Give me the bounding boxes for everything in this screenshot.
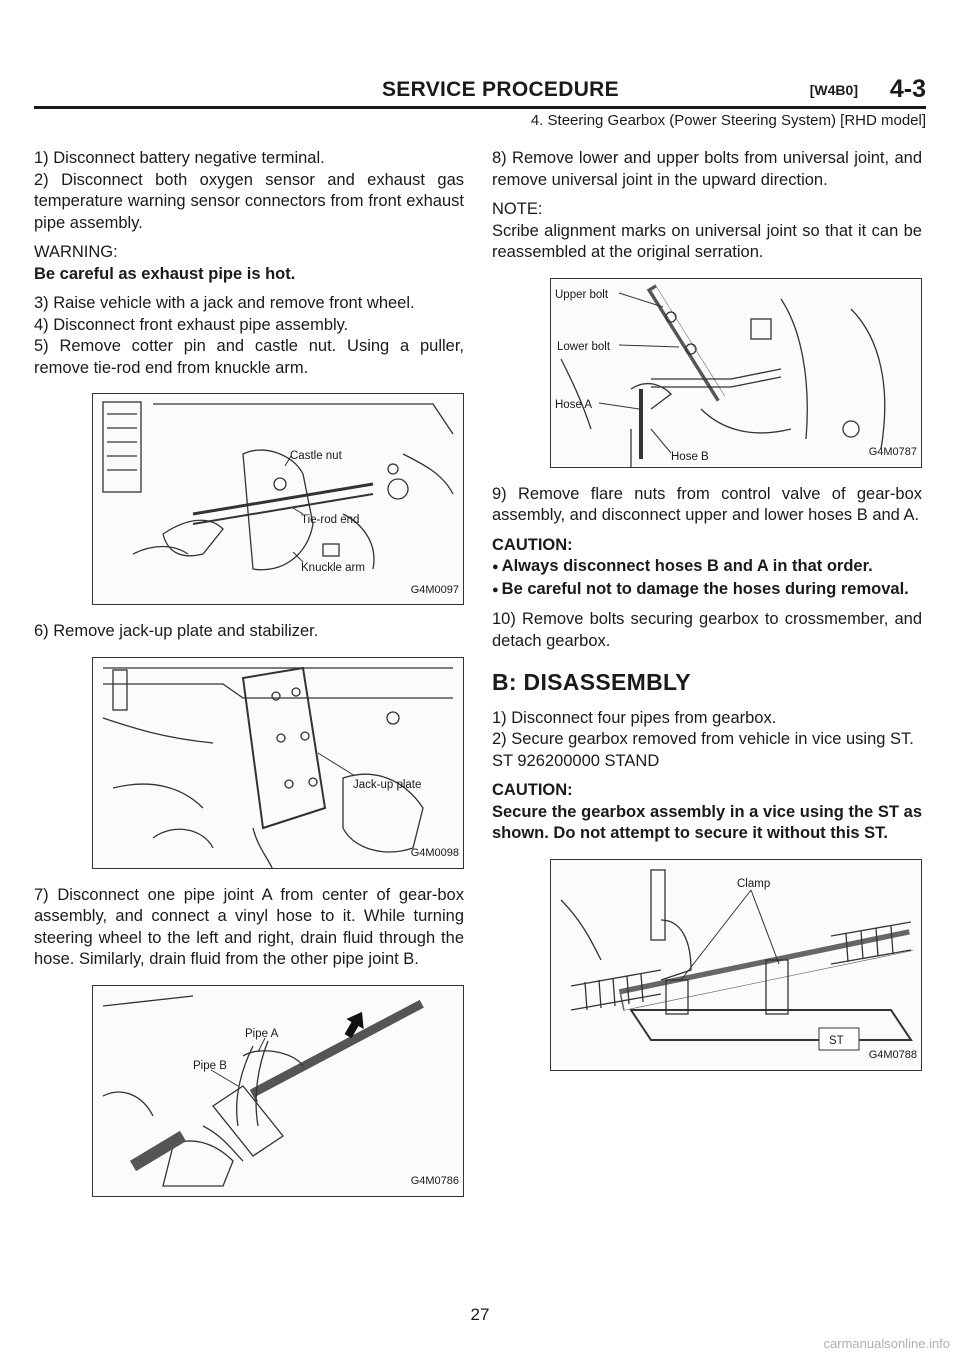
step-2: 2) Disconnect both oxygen sensor and exhaust gas temperature warning sensor connectors from front exhaust pipe assembly. [34,170,464,232]
figure-gearbox-stand [550,859,922,1071]
disassembly-step-1: 1) Disconnect four pipes from gearbox. [492,708,777,727]
step-3: 3) Raise vehicle with a jack and remove front wheel. [34,294,415,312]
figure-caption: G4M0788 [868,1049,917,1061]
disassembly-step-2: 2) Secure gearbox removed from vehicle in vice using ST. [492,730,914,748]
caution-label: CAUTION: [492,535,573,554]
label-st: ST [829,1034,844,1047]
label-pipe-a: Pipe A [245,1027,279,1040]
label-hose-b: Hose B [671,450,709,463]
bullet-icon [492,557,502,575]
figure-caption: G4M0786 [410,1175,459,1187]
watermark: carmanualsonline.info [823,1336,950,1351]
universal-joint-illustration [551,279,922,468]
header-section-number: 4-3 [889,75,926,103]
label-jack-up-plate: Jack-up plate [353,778,422,791]
step-10: 10) Remove bolts securing gearbox to crossmember, and detach gearbox. [492,610,922,650]
step-5: 5) Remove cotter pin and castle nut. Using a puller, remove tie-rod end from knuckle arm. [34,337,464,377]
label-hose-a: Hose A [555,398,593,411]
left-column [34,148,464,1213]
figure-pipe-joints [92,985,464,1197]
step-9: 9) Remove flare nuts from control valve of gear-box assembly, and disconnect upper and lower hoses B and A. [492,484,922,524]
figure-caption: G4M0787 [868,446,917,458]
step-6: 6) Remove jack-up plate and stabilizer. [34,622,319,640]
step-7: 7) Disconnect one pipe joint A from center of gear-box assembly, and connect a vinyl hose to it. While turning steering wheel to the left and right, drain fluid through the hose. Similarly, drain fluid from the other pipe joint B. [34,885,464,968]
section-heading: B: DISASSEMBLY [492,669,691,695]
step-4: 4) Disconnect front exhaust pipe assembly. [34,315,349,334]
caution-label: CAUTION: [492,781,573,799]
label-pipe-b: Pipe B [193,1059,227,1072]
label-castle-nut: Castle nut [290,450,342,462]
caution-item [492,579,922,602]
warning-text: Be careful as exhaust pipe is hot. [34,264,296,283]
caution-item-text: Always disconnect hoses B and A in that order. [501,557,873,575]
label-knuckle-arm: Knuckle arm [301,562,365,574]
figure-jack-up-plate [92,657,464,869]
label-lower-bolt: Lower bolt [557,340,611,353]
caution-text: Secure the gearbox assembly in a vice using the ST as shown. Do not attempt to secure it without this ST. [492,802,922,842]
note-label: NOTE: [492,200,543,218]
label-tie-rod-end: Tie-rod end [301,514,360,526]
bullet-icon [492,580,502,598]
page-header [34,0,926,129]
caution-item-text: Be careful not to damage the hoses during removal. [501,579,909,598]
special-tool-line: ST 926200000 STAND [492,751,660,770]
header-subtitle: 4. Steering Gearbox (Power Steering System) [RHD model] [530,112,926,129]
pipe-joints-illustration [93,986,464,1197]
header-row [34,75,926,104]
figure-universal-joint [550,278,922,468]
tie-rod-illustration [93,394,464,605]
header-rule [34,106,926,109]
figure-caption: G4M0097 [410,583,459,596]
figure-tie-rod-removal [92,393,464,605]
note-text: Scribe alignment marks on universal joint so that it can be reassembled at the original serration. [492,221,922,261]
header-title: SERVICE PROCEDURE [382,78,619,101]
right-column [492,148,922,1087]
label-clamp: Clamp [737,877,771,890]
step-1: 1) Disconnect battery negative terminal. [34,149,325,167]
figure-caption: G4M0098 [410,847,459,859]
step-8: 8) Remove lower and upper bolts from universal joint, and remove universal joint in the upward direction. [492,149,922,189]
jack-up-plate-illustration [93,658,464,869]
header-code: [W4B0] [809,82,858,98]
label-upper-bolt: Upper bolt [555,288,609,301]
page-number: 27 [470,1305,490,1324]
warning-label: WARNING: [34,243,118,261]
caution-item [492,556,922,579]
